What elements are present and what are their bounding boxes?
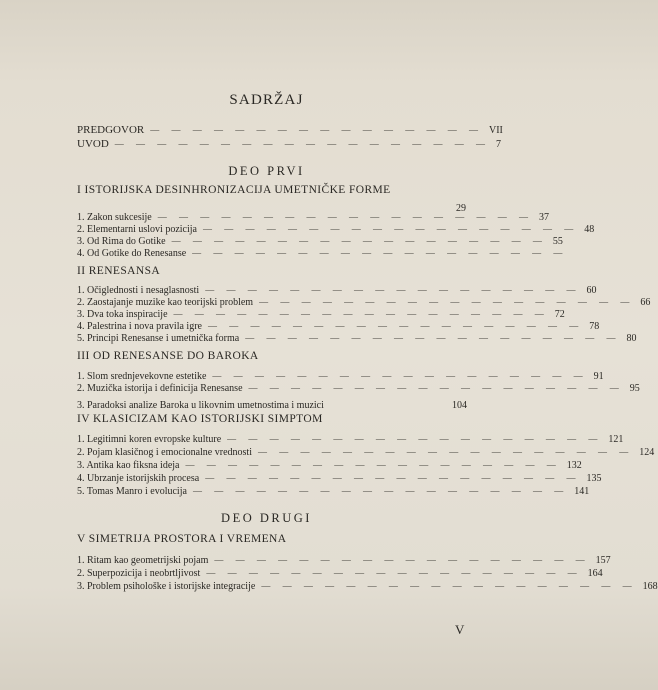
- leader-dashes: — — — — — — — — — — — — — — — — — —: [214, 555, 590, 565]
- toc-entry-label: 5. Principi Renesanse i umetnička forma: [77, 333, 240, 344]
- toc-entry-label: 1. Slom srednjevekovne estetike: [77, 371, 207, 382]
- leader-dashes: — — — — — — — — — — — — — — — — — —: [185, 460, 561, 470]
- page-title: SADRŽAJ: [229, 92, 304, 108]
- toc-entry-label: 4. Od Gotike do Renesanse: [77, 248, 187, 259]
- leader-dashes: — — — — — — — — — — — — — — — — — —: [205, 473, 581, 483]
- toc-entry-label: 3. Od Rima do Gotike: [77, 236, 166, 247]
- toc-entry-page: 7: [496, 139, 502, 150]
- toc-entry-page: 141: [574, 486, 590, 497]
- leader-dashes: — — — — — — — — — — — — — — — — — —: [171, 236, 547, 246]
- toc-entry-page: 121: [608, 434, 624, 445]
- section-heading-2: II RENESANSA: [77, 265, 161, 277]
- leader-dashes: — — — — — — — — — — — — — — — —: [150, 125, 483, 135]
- section-heading-1: I ISTORIJSKA DESINHRONIZACIJA UMETNIČKE FORME: [77, 184, 391, 196]
- leader-dashes: — — — — — — — — — — — — — — — — — —: [192, 486, 569, 496]
- toc-entry-label: UVOD: [77, 138, 109, 150]
- toc-entry-label: 3. Dva toka inspiracije: [77, 309, 168, 320]
- toc-entry-page: 66: [640, 297, 651, 308]
- toc-entry-page: 72: [554, 309, 565, 320]
- toc-entry-uvod: [77, 138, 502, 151]
- section-heading-4: IV KLASICIZAM KAO ISTORIJSKI SIMPTOM: [77, 413, 323, 425]
- toc-entry: [77, 434, 624, 447]
- toc-entry-page: 78: [589, 321, 600, 332]
- toc-entry-predgovor: [77, 124, 503, 137]
- toc-entry-label: 3. Problem psihološke i istorijske integracije: [77, 581, 256, 592]
- toc-entry-page: 135: [586, 473, 602, 484]
- leader-dashes: — — — — — — — — — — — — — — — — — —: [202, 224, 579, 234]
- toc-entry: [77, 248, 568, 261]
- leader-dashes: — — — — — — — — — — — — — — — — — —: [257, 447, 634, 457]
- toc-entry-page: 157: [595, 555, 611, 566]
- toc-entry: [77, 581, 658, 594]
- leader-dashes: — — — — — — — — — — — — — — — — — —: [207, 321, 584, 331]
- toc-entry-label: 2. Zaostajanje muzike kao teorijski problem: [77, 297, 254, 308]
- toc-entry-label: 1. Legitimni koren evropske kulture: [77, 434, 222, 445]
- toc-entry-page: 60: [586, 285, 597, 296]
- toc-entry-page: 80: [626, 333, 637, 344]
- toc-entry-label: 3. Paradoksi analize Baroka u likovnim umetnostima i muzici: [77, 400, 324, 411]
- part-heading-2: DEO DRUGI: [221, 511, 312, 525]
- toc-entry-page: VII: [488, 125, 503, 136]
- toc-entry-label: 2. Elementarni uslovi pozicija: [77, 224, 197, 235]
- toc-entry: [77, 395, 467, 411]
- toc-entry: [77, 460, 582, 473]
- toc-entry-label: 4. Palestrina i nova pravila igre: [77, 321, 202, 332]
- toc-entry: [77, 568, 603, 581]
- page-folio: V: [455, 622, 465, 637]
- leader-dashes: — — — — — — — — — — — — — — — — — —: [212, 371, 588, 381]
- section-heading-5: V SIMETRIJA PROSTORA I VREMENA: [77, 533, 287, 545]
- toc-entry-label: 4. Ubrzanje istorijskih procesa: [77, 473, 200, 484]
- toc-entry-label: 2. Pojam klasičnog i emocionalne vrednosti: [77, 447, 252, 458]
- toc-entry: [77, 333, 637, 346]
- leader-dashes: — — — — — — — — — — — — — — — — — —: [261, 581, 637, 591]
- leader-dashes: — — — — — — — — — — — — — — — — — —: [205, 285, 581, 295]
- toc-entry-page: 91: [593, 371, 604, 382]
- toc-entry-label: 2. Superpozicija i neobrtljivost: [77, 568, 201, 579]
- toc-entry-page: 37: [538, 212, 549, 223]
- toc-entry-label: 1. Očiglednosti i nesaglasnosti: [77, 285, 200, 296]
- toc-entry: [77, 486, 590, 499]
- section-heading-3: III OD RENESANSE DO BAROKA: [77, 350, 259, 362]
- leader-dashes: — — — — — — — — — — — — — — — — — —: [248, 383, 624, 393]
- leader-dashes: — — — — — — — — — — — — — — — — — —: [259, 297, 635, 307]
- section-heading-page: 29: [456, 203, 466, 214]
- toc-entry-page: 132: [566, 460, 582, 471]
- toc-entry-label: 1. Zakon sukcesije: [77, 212, 152, 223]
- toc-entry-page: 124: [639, 447, 655, 458]
- toc-entry-page: 104: [452, 400, 467, 411]
- toc-entry-label: 3. Antika kao fiksna ideja: [77, 460, 180, 471]
- part-heading-1: DEO PRVI: [228, 164, 305, 178]
- toc-entry: [77, 473, 602, 486]
- toc-entry-page: 168: [642, 581, 658, 592]
- toc-entry-page: 95: [629, 383, 640, 394]
- toc-entry: [77, 555, 611, 568]
- toc-entry-label: PREDGOVOR: [77, 124, 145, 136]
- toc-entry: [77, 447, 655, 460]
- leader-dashes: — — — — — — — — — — — — — — — — — —: [192, 248, 568, 258]
- leader-dashes: — — — — — — — — — — — — — — — — — —: [114, 139, 491, 149]
- toc-entry-label: 2. Muzička istorija i definicija Renesanse: [77, 383, 243, 394]
- toc-entry-page: 164: [587, 568, 603, 579]
- leader-dashes: — — — — — — — — — — — — — — — — — —: [173, 309, 549, 319]
- toc-entry-label: 1. Ritam kao geometrijski pojam: [77, 555, 209, 566]
- leader-dashes: — — — — — — — — — — — — — — — — — —: [157, 212, 533, 222]
- toc-entry-page: 55: [552, 236, 563, 247]
- leader-dashes: — — — — — — — — — — — — — — — — — —: [227, 434, 603, 444]
- toc-entry-page: 48: [584, 224, 595, 235]
- leader-dashes: — — — — — — — — — — — — — — — — — —: [245, 333, 621, 343]
- toc-entry-label: 5. Tomas Manro i evolucija: [77, 486, 187, 497]
- leader-dashes: [330, 395, 435, 408]
- leader-dashes: — — — — — — — — — — — — — — — — — —: [206, 568, 582, 578]
